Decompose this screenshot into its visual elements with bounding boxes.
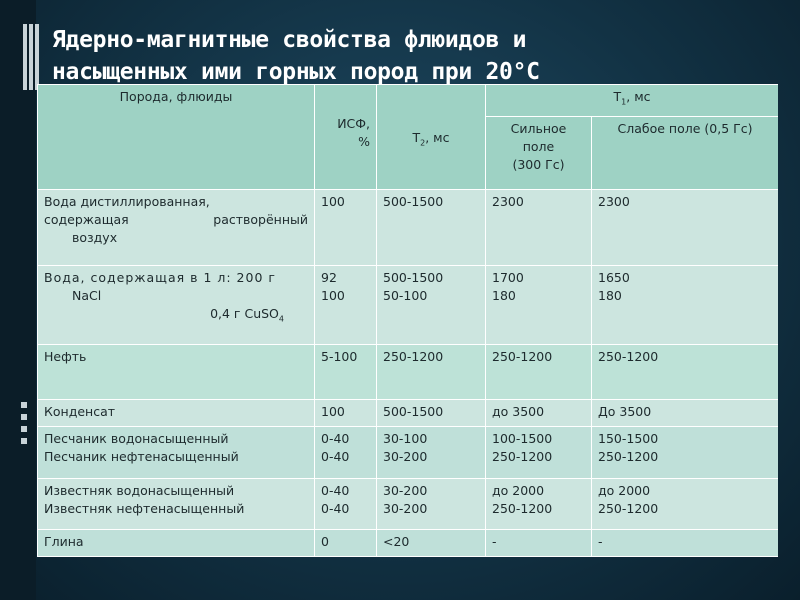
cell-isf: 0: [315, 530, 377, 557]
cell-value: 1650: [598, 270, 630, 285]
cell-strong: 2300: [486, 190, 592, 266]
cell-t2: [377, 427, 486, 479]
cell-rock-word: растворённый: [213, 212, 308, 227]
cell-rock: [38, 190, 315, 266]
table-container: [37, 84, 778, 564]
header-weak-label: Слабое поле (0,5 Гс): [617, 120, 753, 136]
cell-isf: 5-100: [315, 345, 377, 400]
cell-isf: [315, 479, 377, 530]
cell-t2: 250-1200: [377, 345, 486, 400]
cell-rock-sub: 4: [278, 314, 284, 324]
cell-rock-line: NaCl: [72, 288, 102, 303]
cell-rock-line: Известняк нефтенасыщенный: [44, 501, 245, 516]
header-t1-symbol: Т: [613, 89, 622, 104]
cell-rock-line: [44, 305, 308, 329]
cell-rock-line: [44, 211, 308, 229]
header-t1: [486, 85, 779, 117]
header-strong-line-2: поле: [522, 138, 555, 154]
cell-strong: 250-1200: [486, 345, 592, 400]
cell-rock: [38, 427, 315, 479]
nmr-properties-table: [37, 84, 778, 557]
cell-weak: 250-1200: [592, 345, 779, 400]
cell-value: 1700: [492, 270, 524, 285]
cell-rock: Глина: [38, 530, 315, 557]
slide-title: [52, 24, 772, 88]
cell-strong: [486, 266, 592, 345]
cell-value: 180: [492, 288, 516, 303]
header-strong-line-1: Сильное: [510, 120, 567, 136]
table-row: [38, 266, 779, 345]
cell-value: 500-1500: [383, 270, 444, 285]
table-row: [38, 479, 779, 530]
cell-rock: Нефть: [38, 345, 315, 400]
cell-weak: -: [592, 530, 779, 557]
cell-rock-word: содержащая: [44, 212, 129, 227]
header-isf: [315, 85, 377, 190]
cell-value: 0-40: [321, 483, 350, 498]
cell-value: 250-1200: [492, 449, 553, 464]
cell-value: до 2000: [598, 483, 651, 498]
header-strong-field: [486, 116, 592, 189]
cell-value: 30-100: [383, 431, 428, 446]
cell-weak: [592, 266, 779, 345]
decor-square: [21, 438, 27, 444]
cell-t2: <20: [377, 530, 486, 557]
header-t2: [377, 85, 486, 190]
title-line-2: насыщенных ими горных пород при 20°С: [52, 59, 540, 85]
table-row: [38, 190, 779, 266]
cell-rock-text: 0,4 г CuSO: [210, 306, 279, 321]
cell-value: 250-1200: [598, 449, 659, 464]
cell-value: 250-1200: [492, 501, 553, 516]
table-row: [38, 427, 779, 479]
cell-isf: [315, 427, 377, 479]
cell-rock-line: Вода дистиллированная,: [44, 194, 210, 209]
cell-weak: До 3500: [592, 400, 779, 427]
cell-value: 30-200: [383, 449, 428, 464]
cell-weak: [592, 427, 779, 479]
cell-strong: [486, 479, 592, 530]
cell-value: 100: [321, 288, 345, 303]
cell-value: 100-1500: [492, 431, 553, 446]
table-row: [38, 345, 779, 400]
header-t1-unit: , мс: [626, 89, 651, 104]
title-line-1: Ядерно-магнитные свойства флюидов и: [52, 27, 527, 53]
cell-value: 30-200: [383, 483, 428, 498]
header-strong-line-3: (300 Гс): [512, 156, 565, 172]
cell-strong: до 3500: [486, 400, 592, 427]
header-row: [38, 85, 779, 117]
cell-value: 250-1200: [598, 501, 659, 516]
cell-value: 0-40: [321, 449, 350, 464]
cell-value: 0-40: [321, 431, 350, 446]
cell-value: 92: [321, 270, 337, 285]
cell-t2: 500-1500: [377, 400, 486, 427]
cell-rock-line: Песчаник нефтенасыщенный: [44, 449, 239, 464]
header-t2-unit: , мс: [425, 130, 450, 145]
cell-t2: 500-1500: [377, 190, 486, 266]
decor-square: [21, 402, 27, 408]
cell-rock: [38, 266, 315, 345]
cell-value: 50-100: [383, 288, 428, 303]
cell-isf: 100: [315, 400, 377, 427]
cell-strong: -: [486, 530, 592, 557]
cell-rock-line: Песчаник водонасыщенный: [44, 431, 229, 446]
cell-rock-line: Известняк водонасыщенный: [44, 483, 235, 498]
cell-weak: [592, 479, 779, 530]
cell-weak: 2300: [592, 190, 779, 266]
cell-t2: [377, 266, 486, 345]
header-rock-label: Порода, флюиды: [119, 89, 233, 104]
header-weak-field: [592, 116, 779, 189]
decor-square: [21, 414, 27, 420]
cell-rock: [38, 479, 315, 530]
decor-square: [21, 426, 27, 432]
cell-value: до 2000: [492, 483, 545, 498]
cell-value: 0-40: [321, 501, 350, 516]
header-t2-sub: 2: [420, 138, 426, 148]
header-t2-symbol: Т: [412, 130, 421, 145]
header-rock: [38, 85, 315, 190]
table-row: [38, 400, 779, 427]
header-isf-label: ИСФ,: [337, 116, 370, 131]
header-t1-sub: 1: [621, 97, 627, 107]
decor-bar: [23, 24, 27, 90]
table-row: [38, 530, 779, 557]
cell-value: 150-1500: [598, 431, 659, 446]
cell-value: 180: [598, 288, 622, 303]
cell-rock-line: Вода, содержащая в 1 л: 200 г: [44, 270, 276, 285]
cell-isf: [315, 266, 377, 345]
cell-value: 30-200: [383, 501, 428, 516]
cell-t2: [377, 479, 486, 530]
cell-rock: Конденсат: [38, 400, 315, 427]
cell-isf: 100: [315, 190, 377, 266]
cell-rock-line: воздух: [72, 230, 118, 245]
header-isf-unit: %: [358, 134, 370, 149]
decor-bar: [35, 24, 39, 90]
decor-bar: [29, 24, 33, 90]
cell-strong: [486, 427, 592, 479]
